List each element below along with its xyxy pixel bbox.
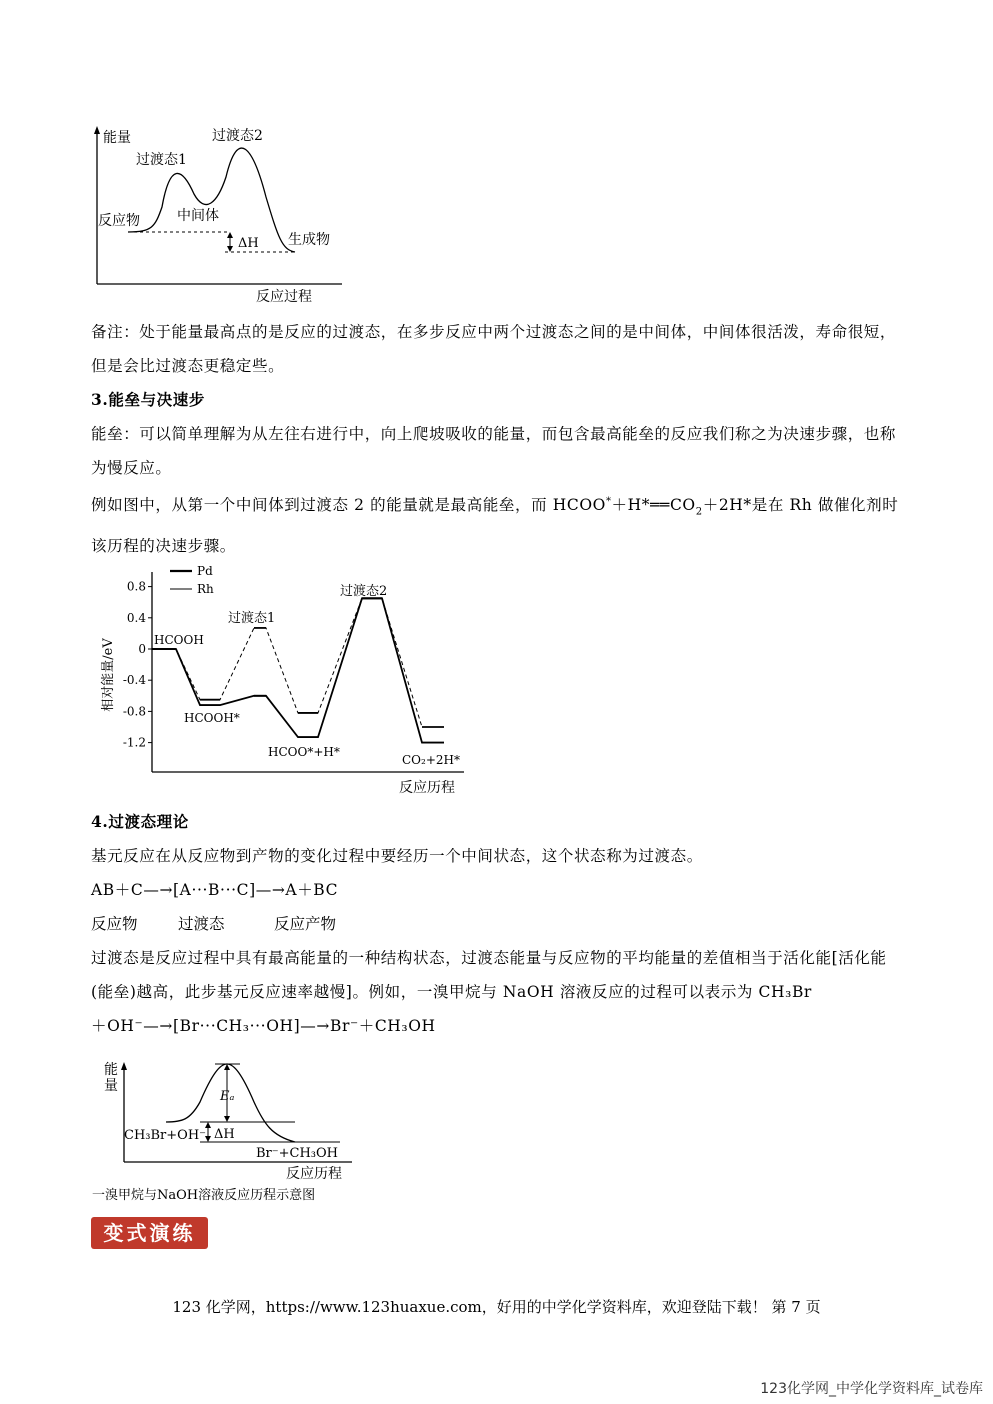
section3-p2 bbox=[91, 485, 906, 563]
y-tick-label: 0 bbox=[138, 642, 146, 656]
y-tick-label: 0.4 bbox=[126, 610, 146, 625]
fig3-caption: 一溴甲烷与NaOH溶液反应历程示意图 bbox=[92, 1188, 316, 1203]
section3-p2-d: 2 bbox=[695, 506, 703, 518]
section4-p3: ＋OH⁻—→[Br···CH₃···OH]—→Br⁻＋CH₃OH bbox=[91, 1017, 436, 1035]
label-hcoo: HCOO*+H* bbox=[268, 745, 340, 759]
fig3-y-label-2: 量 bbox=[104, 1078, 118, 1094]
section3-p2-b: * bbox=[605, 496, 612, 507]
eq-label-reactant: 反应物 bbox=[91, 915, 138, 933]
y-tick-label: -0.4 bbox=[122, 673, 146, 688]
section3-p2-e: ＋2H*是在 Rh 做催化剂时该历程的决速步骤。 bbox=[91, 496, 899, 556]
watermark: 123化学网_中学化学资料库_试卷库 bbox=[760, 1381, 983, 1397]
fig1-reactant-label: 反应物 bbox=[98, 213, 140, 229]
y-tick-label: -0.8 bbox=[122, 704, 146, 719]
section3-p2-a: 例如图中，从第一个中间体到过渡态 2 的能量就是最高能垒，而 HCOO bbox=[91, 496, 606, 515]
section4-p1: 基元反应在从反应物到产物的变化过程中要经历一个中间状态，这个状态称为过渡态。 bbox=[91, 847, 703, 865]
section3-p2-c: ＋H*══CO bbox=[611, 496, 696, 515]
fig3-dh-label: ΔH bbox=[214, 1127, 235, 1142]
section4-equation: AB＋C—→[A···B···C]—→A＋BC bbox=[91, 881, 339, 899]
fig1-y-label: 能量 bbox=[103, 130, 131, 146]
note-paragraph: 备注：处于能量最高点的是反应的过渡态，在多步反应中两个过渡态之间的是中间体，中间体很活泼，寿命很短，但是会比过渡态更稳定些。 bbox=[91, 323, 897, 375]
fig3-x-label: 反应历程 bbox=[286, 1166, 342, 1182]
fig3-ea-label: Eₐ bbox=[220, 1089, 235, 1104]
energy-diagram-3 bbox=[90, 1050, 370, 1210]
eq-label-product: 反应产物 bbox=[274, 915, 337, 933]
fig3-reactant-label: CH₃Br+OH⁻ bbox=[124, 1128, 207, 1143]
label-ts2: 过渡态2 bbox=[340, 584, 388, 599]
chart2-y-label: 相对能量/eV bbox=[101, 638, 116, 712]
eq-label-ts: 过渡态 bbox=[178, 915, 225, 933]
section3-p1: 能垒：可以简单理解为从左往右进行中，向上爬坡吸收的能量，而包含最高能垒的反应我们称之为决速步骤，也称为慢反应。 bbox=[91, 425, 897, 477]
fig3-y-label-1: 能 bbox=[104, 1062, 118, 1078]
fig1-intermediate-label: 中间体 bbox=[177, 208, 219, 224]
legend-pd: Pd bbox=[197, 564, 213, 578]
section4-p2: 过渡态是反应过程中具有最高能量的一种结构状态，过渡态能量与反应物的平均能量的差值相当于活化能[活化能(能垒)越高，此步基元反应速率越慢]。例如，一溴甲烷与 NaOH 溶液反应的过程可以表示为 CH₃Br bbox=[91, 949, 887, 1001]
page-footer: 123 化学网，https://www.123huaxue.com，好用的中学化学资料库，欢迎登陆下载！ 第 7 页 bbox=[172, 1298, 821, 1316]
label-hcooh: HCOOH bbox=[154, 633, 204, 647]
fig3-product-label: Br⁻+CH₃OH bbox=[256, 1146, 339, 1161]
y-tick-label: -1.2 bbox=[122, 735, 146, 750]
y-tick-label: 0.8 bbox=[126, 579, 146, 594]
label-ts1: 过渡态1 bbox=[228, 611, 276, 626]
energy-diagram-1 bbox=[90, 122, 350, 307]
section3-heading: 3.能垒与决速步 bbox=[91, 390, 205, 409]
fig1-ts1-label: 过渡态1 bbox=[136, 152, 187, 168]
fig1-ts2-label: 过渡态2 bbox=[212, 128, 263, 144]
chart2-x-label: 反应历程 bbox=[399, 780, 455, 796]
section4-heading: 4.过渡态理论 bbox=[91, 812, 189, 831]
energy-chart-pd-rh bbox=[96, 560, 476, 800]
legend-rh: Rh bbox=[197, 582, 214, 596]
label-hcooh-ads: HCOOH* bbox=[184, 711, 240, 725]
fig1-product-label: 生成物 bbox=[288, 232, 330, 248]
fig1-x-label: 反应过程 bbox=[256, 289, 312, 305]
fig1-dh-label: ΔH bbox=[238, 236, 259, 251]
practice-badge: 变式演练 bbox=[91, 1217, 208, 1249]
label-co2: CO₂+2H* bbox=[402, 753, 460, 767]
